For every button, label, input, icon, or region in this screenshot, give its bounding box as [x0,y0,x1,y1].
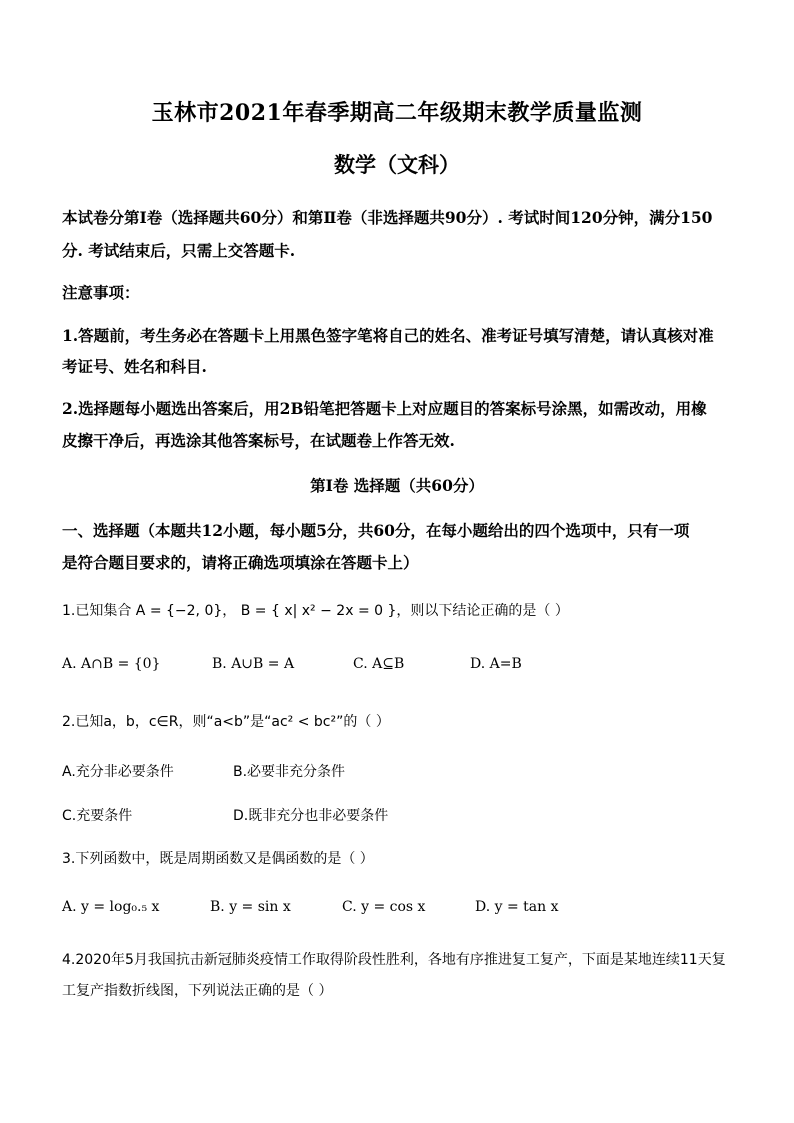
question-2-option-a: A.充分非必要条件 [62,764,174,780]
notice-item-2-line-1: 2.选择题每小题选出答案后，用2B铅笔把答题卡上对应题目的答案标号涂黑，如需改动，用橡 [62,399,707,418]
exam-subtitle: 数学（文科） [334,152,460,177]
section-1-instructions-line-1: 一、选择题（本题共12小题，每小题5分，共60分，在每小题给出的四个选项中，只有一项 [62,521,690,540]
notice-item-2-line-2: 皮擦干净后，再选涂其他答案标号，在试题卷上作答无效. [62,431,455,450]
question-3-option-d: D. y = tan x [475,899,559,915]
question-2-stem: 2.已知a，b，c∈R，则“a<b”是“ac² < bc²”的（ ） [62,714,390,730]
question-3-option-a: A. y = log₀.₅ x [62,899,160,915]
intro-line-2: 分. 考试结束后，只需上交答题卡. [62,241,296,260]
question-1-option-b: B. A∪B = A [212,656,295,672]
question-2-option-d: D.既非充分也非必要条件 [233,808,389,824]
question-3-option-b: B. y = sin x [210,899,291,915]
question-1-option-d: D. A=B [470,656,522,672]
section-1-instructions-line-2: 是符合题目要求的，请将正确选项填涂在答题卡上） [62,553,419,572]
question-4-stem-line-1: 4.2020年5月我国抗击新冠肺炎疫情工作取得阶段性胜利，各地有序推进复工复产，下面是某地连续11天复 [62,952,726,968]
question-3-stem: 3.下列函数中，既是周期函数又是偶函数的是（ ） [62,851,374,867]
exam-title: 玉林市2021年春季期高二年级期末教学质量监测 [151,100,643,126]
question-4-stem-line-2: 工复产指数折线图，下列说法正确的是（ ） [62,983,333,999]
question-1-stem: 1.已知集合 A = {−2, 0}， B = { x| x² − 2x = 0 }，则以下结论正确的是（ ） [62,603,569,619]
notice-item-1-line-1: 1.答题前，考生务必在答题卡上用黑色签字笔将自己的姓名、准考证号填写清楚，请认真核对准 [62,326,714,345]
intro-line-1: 本试卷分第Ⅰ卷（选择题共60分）和第Ⅱ卷（非选择题共90分）. 考试时间120分钟，满分150 [62,208,713,227]
question-1-option-c: C. A⊆B [353,656,405,672]
notice-item-1-line-2: 考证号、姓名和科目. [62,357,207,376]
notice-heading: 注意事项： [62,283,140,302]
question-1-option-a: A. A∩B = {0} [62,656,161,672]
section-1-heading: 第Ⅰ卷 选择题（共60分） [310,476,484,495]
question-2-option-c: C.充要条件 [62,808,133,824]
question-3-option-c: C. y = cos x [342,899,426,915]
question-2-option-b: B.必要非充分条件 [233,764,346,780]
